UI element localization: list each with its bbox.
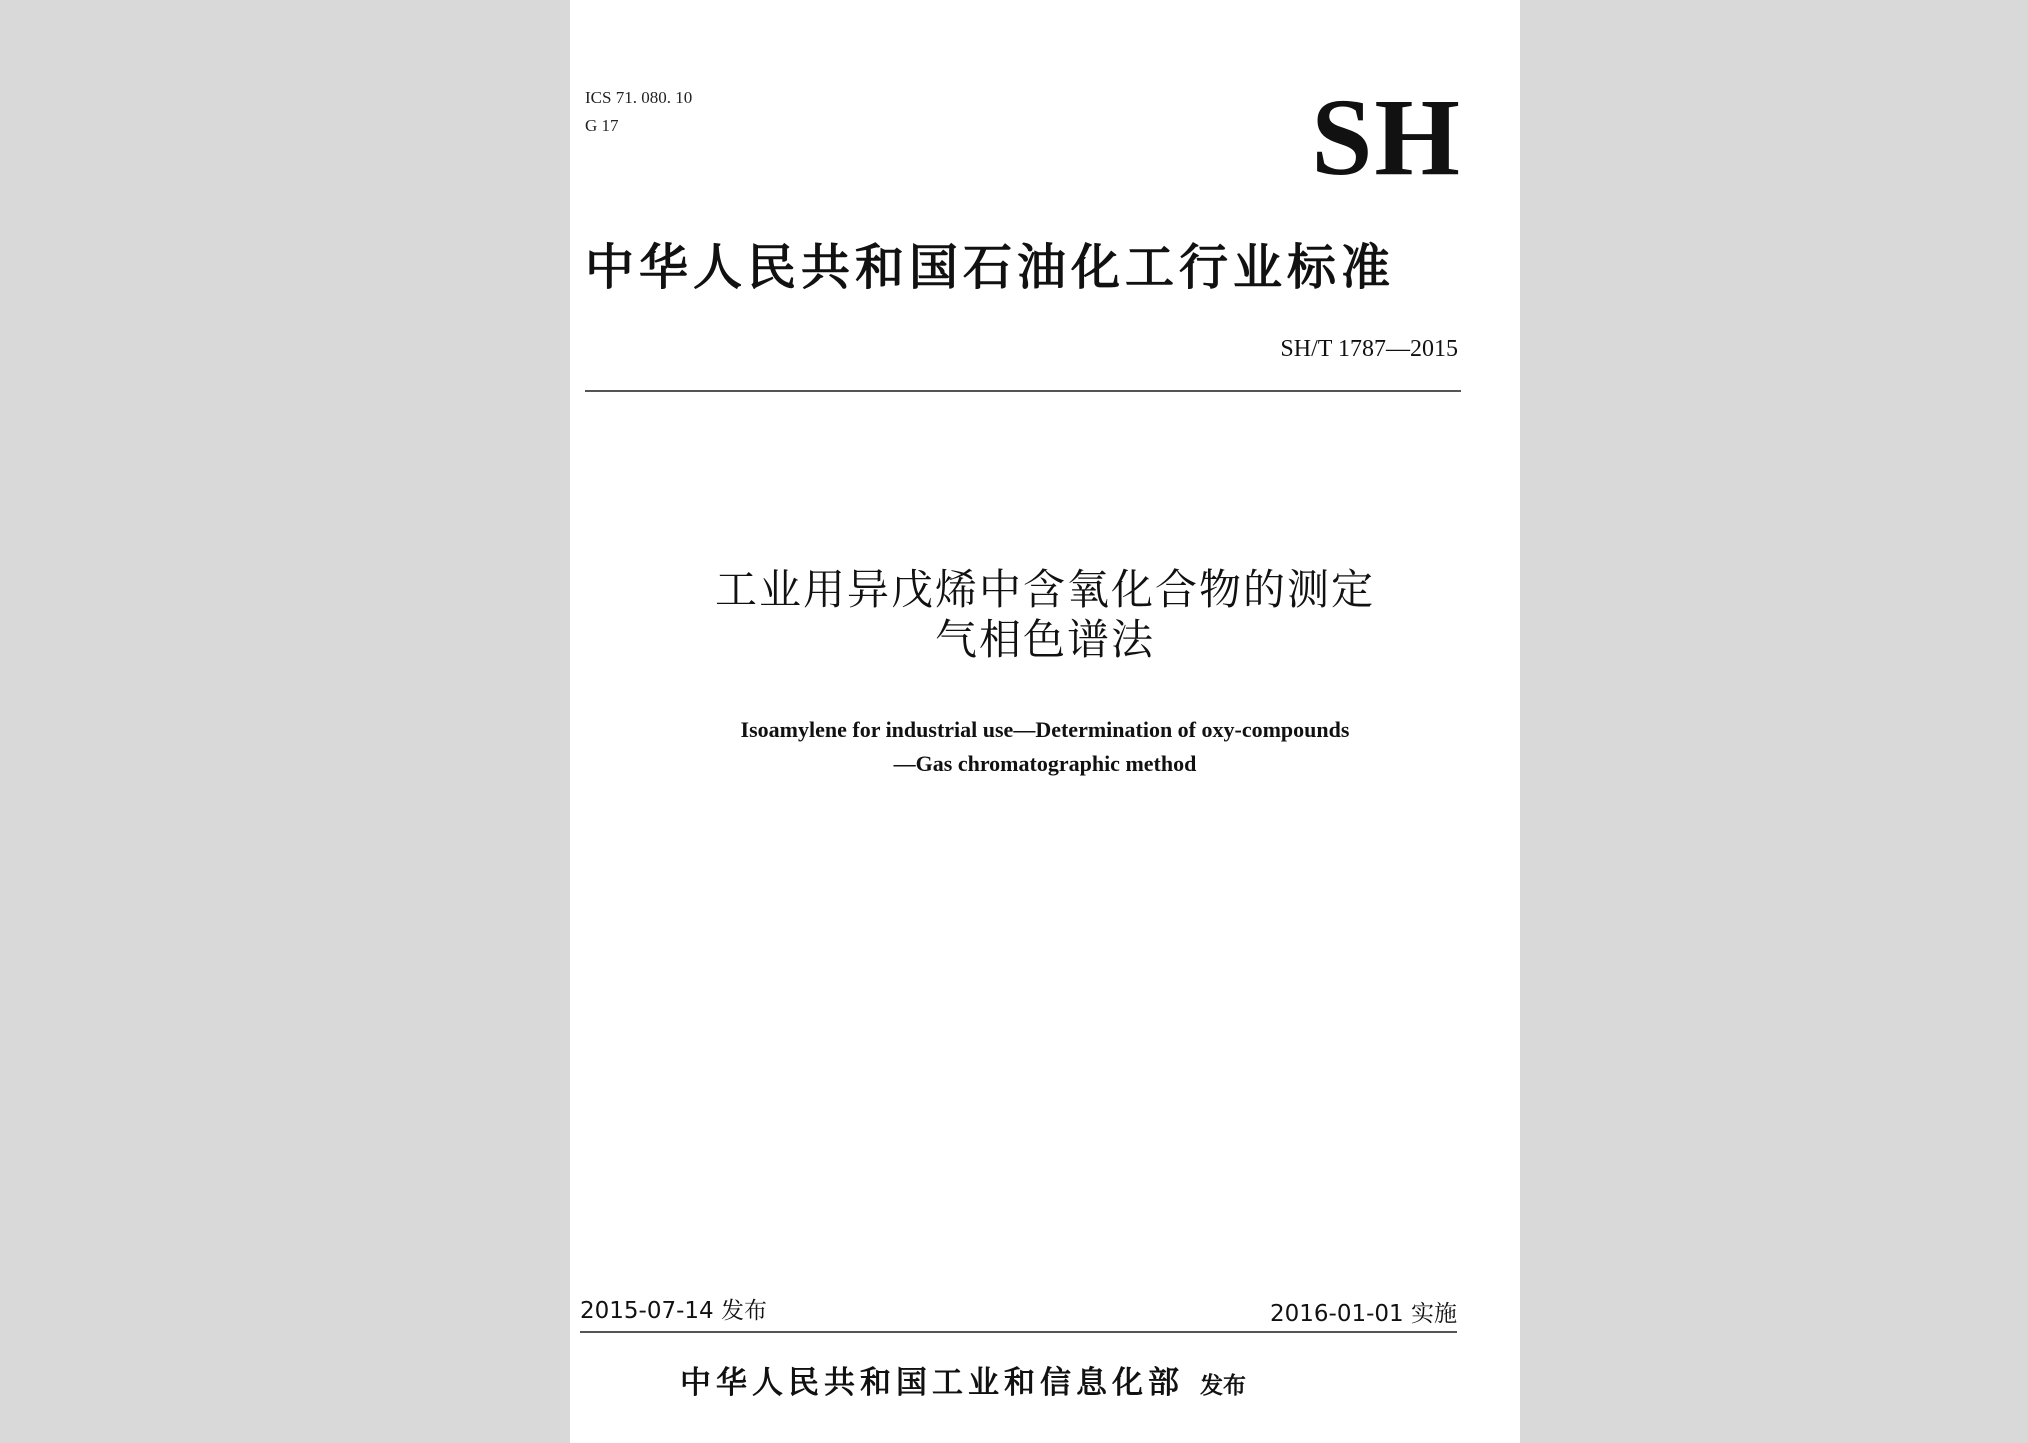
english-title-line-1: Isoamylene for industrial use—Determination of oxy-compounds [740,717,1350,742]
chinese-title-line-1: 工业用异戊烯中含氧化合物的测定 [714,565,1375,614]
publisher-name: 中华人民共和国工业和信息化部 [680,1365,1184,1401]
top-divider [585,390,1461,392]
standard-number: SH/T 1787—2015 [1280,336,1458,362]
standard-title: 中华人民共和国石油化工行业标准 [585,239,1396,296]
chinese-title [570,565,1520,665]
chinese-title-line-2: 气相色谱法 [934,615,1155,664]
classification-codes [585,84,692,140]
english-title [570,713,1520,781]
ics-code: ICS 71. 080. 10 [585,88,693,107]
sh-logo: SH [1311,76,1462,198]
document-page [570,0,1520,1443]
class-code: G 17 [585,116,619,135]
bottom-divider [580,1331,1457,1333]
publisher-line [680,1363,1246,1406]
english-title-line-2: —Gas chromatographic method [893,751,1197,776]
issue-date: 2015-07-14 发布 [580,1298,767,1324]
publish-action: 发布 [1200,1373,1246,1399]
implementation-date: 2016-01-01 实施 [1270,1301,1457,1327]
